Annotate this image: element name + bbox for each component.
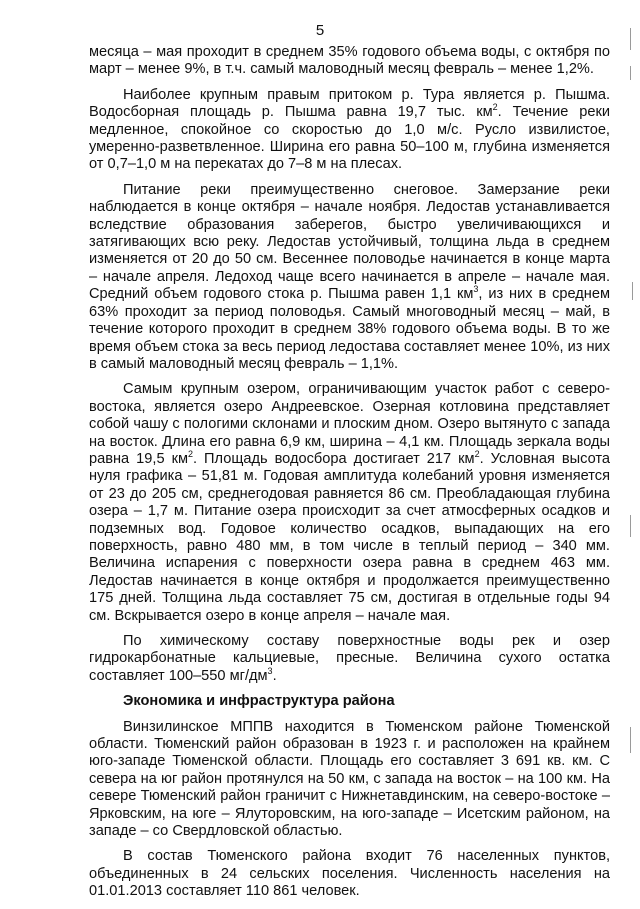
paragraph-andreevskoe-lake: Самым крупным озером, ограничивающим участок работ с северо-востока, является озеро Андреевское. Озерная котловина представляет собой чашу с пологими склонами и плоским дном. Озеро вытянуто с запада на восток. Длина его равна 6,9 км, ширина – 4,1 км. Площадь зеркала воды равна 19,5 $км^2$. Площадь водосбора достигает 217 $км^2$. Условная высота нуля графика – 51,81 м. Годовая амплитуда колебаний уровня изменяется от 23 до 205 см, среднегодовая равняется 86 см. Преобладающая глубина озера – 1,7 м. Питание озера происходит за счет атмосферных осадков и подземных вод. Годовое количество осадков, выпадающих на его поверхность, равно 480 мм, в том числе в теплый период – 340 мм. Величина испарения с поверхности озера равна в среднем 463 мм. Ледостав начинается в конце октября и продолжается преимущественно 175 дней. Толщина льда составляет 75 см, достигая в отдельные годы 94 см. Вскрывается озеро в конце апреля – начале мая. xyxy=(89,381,610,624)
paragraph-runoff: месяца – мая проходит в среднем 35% годового объема воды, с октября по март – менее 9%, в т.ч. самый маловодный месяц февраль – менее 1,2%. xyxy=(89,44,610,78)
paragraph-settlements: В состав Тюменского района входит 76 населенных пунктов, объединенных в 24 сельских поселения. Численность населения на 01.01.2013 составляет 110 861 человек. xyxy=(89,848,610,900)
paragraph-water-chemistry: По химическому составу поверхностные воды рек и озер гидрокарбонатные кальциевые, пресные. Величина сухого остатка составляет 100–550 $мг/дм^3$. xyxy=(89,633,610,684)
scan-margin-mark xyxy=(632,282,633,300)
document-body xyxy=(89,44,610,909)
page-number: 5 xyxy=(315,22,325,39)
paragraph-district-location: Винзилинское МППВ находится в Тюменском районе Тюменской области. Тюменский район образован в 1923 г. и расположен на крайнем юго-западе Тюменской области. Площадь его составляет 3 691 кв. км. С севера на юг район протянулся на 50 км, с запада на восток – на 100 км. На севере Тюменский район граничит с Нижнетавдинским, на северо-востоке – Ярковским, на юге – Ялуторовским, на юго-западе – Исетским районом, на западе – со Свердловской областью. xyxy=(89,718,610,840)
section-heading-economy: Экономика и инфраструктура района xyxy=(123,693,395,710)
paragraph-river-feeding: Питание реки преимущественно снеговое. Замерзание реки наблюдается в конце октября – начале ноября. Ледостав устанавливается вследствие образования заберегов, быстро увеличивающихся и затягивающих всю реку. Ледостав устойчивый, толщина льда в среднем изменяется от 20 до 50 см. Весеннее половодье начинается в конце марта – начале апреля. Ледоход чаще всего начинается в апреле – начале мая. Средний объем годового стока р. Пышма равен 1,1 $км^3$, из них в среднем 63% проходит за период половодья. Самый многоводный месяц – май, в течение которого проходит в среднем 38% годового объема воды. В то же время объем стока за весь период ледостава составляет менее 10%, из них в самый маловодный месяц февраль – 1,1%. xyxy=(89,181,611,372)
paragraph-pyshma-river: Наиболее крупным правым притоком р. Тура является р. Пышма. Водосборная площадь р. Пышма равна 19,7 тыс. $км^2$. Течение реки медленное, спокойное со скоростью до 1,0 м/с. Русло извилистое, умеренно-разветвленное. Ширина его равна 50–100 м, глубина изменяется от 0,7–1,0 м на перекатах до 7–8 м на плесах. xyxy=(89,86,610,173)
scan-margin-mark xyxy=(630,515,631,537)
scan-margin-mark xyxy=(630,28,631,50)
scan-margin-mark xyxy=(630,66,631,80)
scan-margin-mark xyxy=(630,727,631,753)
